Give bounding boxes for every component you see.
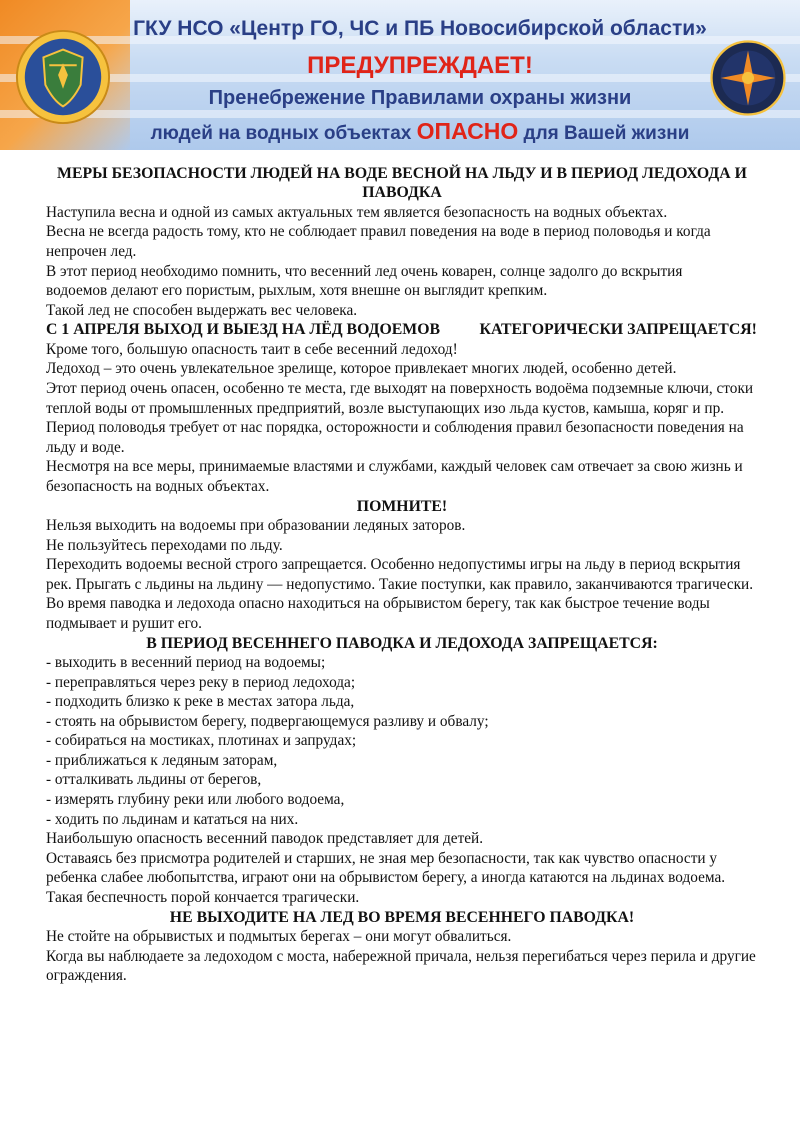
intro-paragraph: водоемов делают его пористым, рыхлым, хотя внешне он выглядит крепким. [46, 282, 548, 300]
banner-warning: ПРЕДУПРЕЖДАЕТ! [307, 52, 533, 79]
list-item: - приближаться к ледяным заторам, [46, 751, 278, 769]
banner-danger-c: для Вашей жизни [523, 123, 690, 144]
banner-org-name: ГКУ НСО «Центр ГО, ЧС и ПБ Новосибирской области» [133, 17, 707, 40]
banner-rules-line: Пренебрежение Правилами охраны жизни [208, 87, 632, 109]
list-item: - переправляться через реку в период ледохода; [46, 673, 356, 691]
list-item: - собираться на мостиках, плотинах и запрудах; [46, 732, 357, 750]
intro-paragraph: Наступила весна и одной из самых актуальных тем является безопасность на водных объектах. [46, 203, 668, 221]
banner-danger-word: ОПАСНО [416, 118, 519, 144]
forbidden-list [46, 653, 758, 829]
list-item: - отталкивать льдины от берегов, [46, 771, 262, 789]
final-paragraph: Когда вы наблюдаете за ледоходом с моста, набережной причала, нельзя перегибаться через перила и другие ограждения. [46, 947, 756, 985]
intro-paragraph: Весна не всегда радость тому, кто не соблюдает правил поведения на воде в период половодья и когда непрочен лед. [46, 223, 711, 260]
final-paragraph: Не стойте на обрывистых и подмытых берегах – они могут обвалиться. [46, 928, 512, 946]
ice-drift-paragraph: Кроме того, большую опасность таит в себе весенний ледоход! [46, 340, 458, 358]
list-item: - выходить в весенний период на водоемы; [46, 653, 326, 671]
banner-danger-a: людей на водных объектах [150, 123, 412, 144]
list-item: - подходить близко к реке в местах затора льда, [46, 693, 355, 711]
forbidden-heading: В ПЕРИОД ВЕСЕННЕГО ПАВОДКА И ЛЕДОХОДА ЗАПРЕЩАЕТСЯ: [146, 634, 658, 652]
banner-danger-line [110, 118, 730, 145]
intro-paragraph: Такой лед не способен выдержать вес человека. [46, 301, 358, 319]
ice-drift-paragraph: Ледоход – это очень увлекательное зрелище, которое привлекает многих людей, особенно детей. [46, 360, 677, 378]
children-paragraph: Наибольшую опасность весенний паводок представляет для детей. [46, 830, 484, 848]
remember-paragraph: Нельзя выходить на водоемы при образовании ледяных заторов. [46, 516, 466, 534]
remember-heading: ПОМНИТЕ! [356, 497, 448, 515]
list-item: - стоять на обрывистом берегу, подвергающемуся разливу и обвалу; [46, 712, 489, 730]
article [46, 164, 758, 986]
remember-paragraph: Переходить водоемы весной строго запрещается. Особенно недопустимы игры на льду в период вскрытия рек. Прыгать с льдины на льдину — недопустимо. Такие поступки, как правило, заканчиваются трагически. [46, 556, 754, 593]
remember-paragraph: Не пользуйтесь переходами по льду. [46, 536, 283, 554]
fire-rescue-emblem-icon [14, 28, 112, 126]
ban-heading: С 1 АПРЕЛЯ ВЫХОД И ВЫЕЗД НА ЛЁД ВОДОЕМОВ КАТЕГОРИЧЕСКИ ЗАПРЕЩАЕТСЯ! [46, 321, 757, 339]
final-heading: НЕ ВЫХОДИТЕ НА ЛЕД ВО ВРЕМЯ ВЕСЕННЕГО ПАВОДКА! [169, 908, 635, 926]
emergency-service-emblem-icon [710, 40, 786, 116]
remember-paragraph: Во время паводка и ледохода опасно находиться на обрывистом берегу, так как быстрое течение воды подмывает и рушит его. [46, 595, 710, 632]
ice-drift-paragraph: Этот период очень опасен, особенно те места, где выходят на поверхность водоёма подземные ключи, стоки теплой воды от промышленных предприятий, возле выступающих изо льда кустов, камыша, коряг и пр. Период половодья требует от нас порядка, осторожности и соблюдения правил безопасности поведения на льду и воде. [46, 379, 754, 456]
list-item: - ходить по льдинам и кататься на них. [46, 810, 299, 828]
intro-paragraph: В этот период необходимо помнить, что весенний лед очень коварен, солнце задолго до вскрытия [46, 262, 683, 280]
header-banner [0, 0, 800, 150]
page-title: МЕРЫ БЕЗОПАСНОСТИ ЛЮДЕЙ НА ВОДЕ ВЕСНОЙ НА ЛЬДУ И В ПЕРИОД ЛЕДОХОДА И ПАВОДКА [57, 165, 747, 202]
ice-drift-paragraph: Несмотря на все меры, принимаемые властями и службами, каждый человек сам отвечает за свою жизнь и безопасность на водных объектах. [46, 458, 743, 495]
children-paragraph: Оставаясь без присмотра родителей и старших, не зная мер безопасности, так как чувство опасности у ребенка слабее любопытства, играют они на обрывистом берегу, а иногда катаются на льдинах водоема. Такая беспечность порой кончается трагически. [46, 849, 726, 907]
list-item: - измерять глубину реки или любого водоема, [46, 791, 345, 809]
